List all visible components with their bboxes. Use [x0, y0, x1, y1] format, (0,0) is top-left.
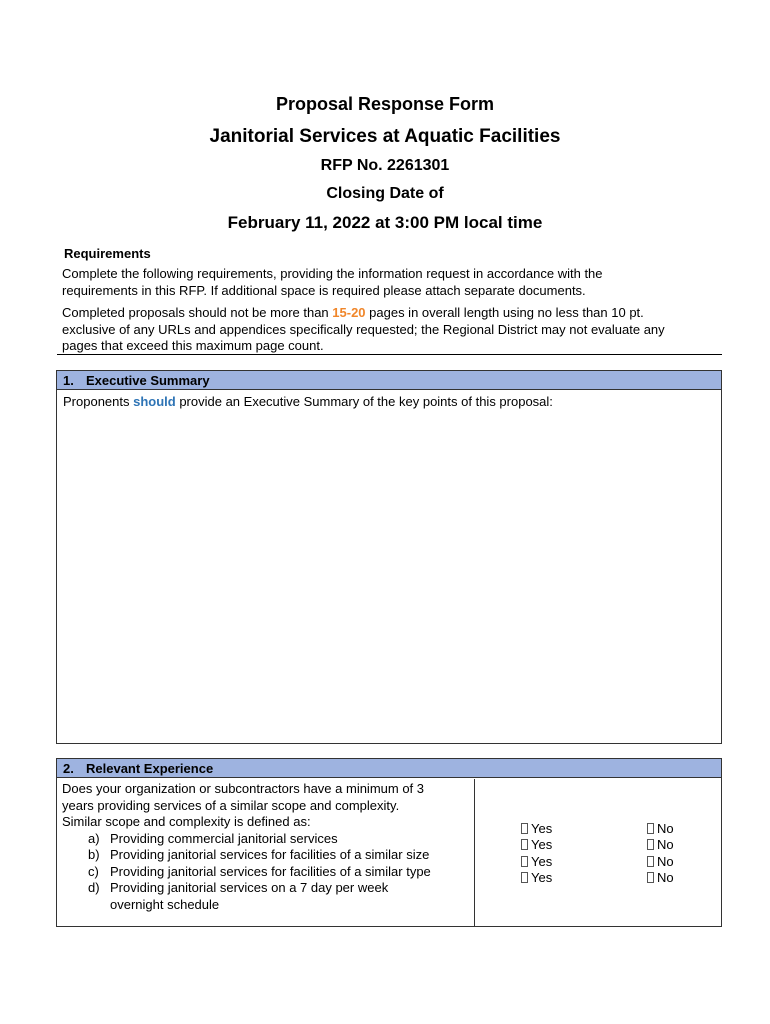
- checkbox-icon[interactable]: [647, 856, 654, 867]
- no-label: No: [657, 870, 674, 885]
- section-number: 2.: [63, 761, 74, 776]
- no-option[interactable]: [647, 821, 674, 836]
- relevant-experience-section: [56, 758, 722, 927]
- exec-text-before: Proponents: [63, 394, 134, 409]
- exec-text-after: provide an Executive Summary of the key points of this proposal:: [175, 394, 553, 409]
- requirements-paragraph-2: [62, 305, 722, 355]
- requirements-para2-line2: exclusive of any URLs and appendices specifically requested; the Regional District may not evaluate any: [62, 321, 665, 337]
- yes-label: Yes: [531, 821, 553, 836]
- checkbox-icon[interactable]: [647, 839, 654, 850]
- criteria-list: [62, 831, 469, 914]
- yes-label: Yes: [531, 854, 553, 869]
- checkbox-icon[interactable]: [647, 872, 654, 883]
- question-line-2: years providing services of a similar scope and complexity.: [62, 797, 400, 813]
- item-text: Providing janitorial services for facilities of a similar type: [110, 863, 431, 879]
- divider: [57, 354, 722, 355]
- checkbox-icon[interactable]: [521, 856, 528, 867]
- para2-text-after: pages in overall length using no less than 10 pt.: [365, 305, 644, 320]
- executive-summary-response-area[interactable]: [57, 413, 721, 741]
- item-label: b): [88, 847, 100, 862]
- no-label: No: [657, 821, 674, 836]
- page-count-highlight: 15-20: [332, 305, 366, 320]
- executive-summary-instructions: [57, 390, 721, 413]
- no-label: No: [657, 854, 674, 869]
- item-label: a): [88, 830, 100, 846]
- item-text: Providing janitorial services on a 7 day per week: [110, 880, 389, 895]
- executive-summary-header: [57, 371, 721, 390]
- checkbox-icon[interactable]: [647, 823, 654, 834]
- list-item: [62, 847, 469, 864]
- requirements-para1-line1: Complete the following requirements, providing the information request in accordance with the: [62, 266, 603, 281]
- yes-option[interactable]: [521, 870, 552, 885]
- para2-text-before: Completed proposals should not be more than: [62, 305, 333, 320]
- requirements-para2-line1: [62, 305, 722, 322]
- closing-date: February 11, 2022 at 3:00 PM local time: [227, 213, 543, 232]
- item-text-continued: overnight schedule: [110, 896, 220, 912]
- item-label: c): [88, 863, 99, 879]
- no-label: No: [657, 837, 674, 852]
- executive-summary-section: [56, 370, 722, 744]
- checkbox-icon[interactable]: [521, 839, 528, 850]
- no-option[interactable]: [647, 837, 674, 852]
- item-text: Providing commercial janitorial services: [110, 830, 338, 846]
- checkbox-icon[interactable]: [521, 872, 528, 883]
- list-item: [62, 831, 469, 848]
- section-number: 1.: [63, 373, 74, 388]
- list-item: [62, 864, 469, 881]
- section-title: Relevant Experience: [86, 761, 214, 776]
- item-label: d): [88, 880, 100, 895]
- should-highlight: should: [133, 394, 176, 409]
- no-option[interactable]: [647, 870, 674, 885]
- requirements-paragraph-1: [62, 266, 722, 299]
- question-line-3: Similar scope and complexity is defined as:: [62, 814, 311, 829]
- no-option[interactable]: [647, 854, 674, 869]
- rfp-number: RFP No. 2261301: [320, 157, 450, 174]
- relevant-experience-header: [57, 759, 721, 778]
- question-line-1: Does your organization or subcontractors have a minimum of 3: [62, 781, 425, 796]
- item-text: Providing janitorial services for facilities of a similar size: [110, 847, 430, 862]
- yes-option[interactable]: [521, 821, 552, 836]
- form-title: Proposal Response Form: [275, 94, 495, 114]
- experience-question: [57, 779, 475, 926]
- checkbox-icon[interactable]: [521, 823, 528, 834]
- requirements-heading: Requirements: [64, 246, 151, 261]
- form-subtitle: Janitorial Services at Aquatic Facilities: [209, 126, 561, 147]
- yes-label: Yes: [531, 837, 553, 852]
- requirements-para1-line2: requirements in this RFP. If additional space is required please attach separate documents.: [62, 282, 586, 298]
- list-item: [62, 880, 469, 913]
- yes-label: Yes: [531, 870, 553, 885]
- requirements-para2-line3: pages that exceed this maximum page count.: [62, 338, 324, 353]
- yes-option[interactable]: [521, 837, 552, 852]
- yes-option[interactable]: [521, 854, 552, 869]
- section-title: Executive Summary: [86, 373, 210, 388]
- closing-label: Closing Date of: [326, 185, 444, 202]
